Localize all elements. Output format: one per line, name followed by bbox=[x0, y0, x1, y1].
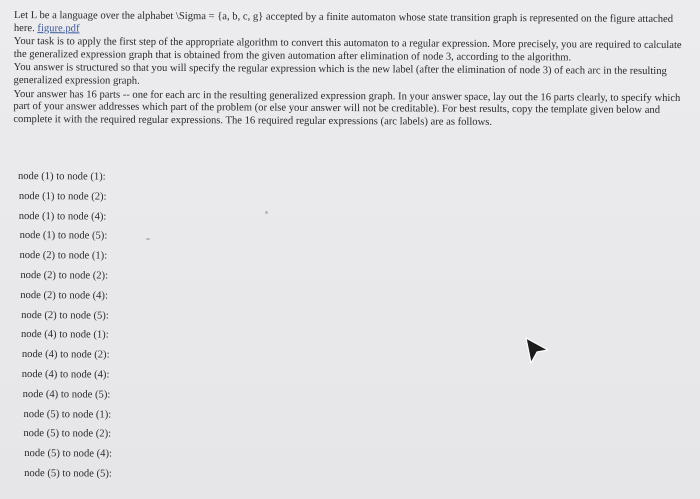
template-line: node (4) to node (4): bbox=[21, 368, 110, 381]
template-line: node (5) to node (1): bbox=[23, 408, 112, 421]
template-line: node (5) to node (5): bbox=[24, 467, 112, 480]
template-line: node (2) to node (4): bbox=[20, 289, 108, 302]
template-line: node (4) to node (5): bbox=[22, 388, 111, 401]
intro-text: Let L be a language over the alphabet \Sigma = {a, b, c, g} accepted by a finite automaton whose state transition graph is represented on the figure attached here. bbox=[13, 10, 674, 34]
template-line: node (4) to node (1): bbox=[20, 329, 109, 341]
question-task: Your task is to apply the first step of the appropriate algorithm to convert this automaton to a regular expression. More precisely, you are required to calculate the generalized expression graph that is obtained from the given automation after elimination of node 3, according to the algorithm. bbox=[13, 36, 682, 64]
template-line: node (1) to node (5): bbox=[19, 230, 108, 242]
template-line: node (4) to node (2): bbox=[21, 349, 110, 361]
screen-speck bbox=[265, 211, 268, 214]
template-line: node (1) to node (4): bbox=[18, 210, 107, 223]
template-line: node (5) to node (2): bbox=[23, 428, 112, 440]
arrow-pointer-icon bbox=[522, 335, 552, 365]
question-text bbox=[13, 10, 694, 131]
template-line: node (5) to node (4): bbox=[24, 448, 112, 460]
question-instructions: Your answer has 16 parts -- one for each arc in the resulting generalized expression graph. In your answer space, lay out the 16 parts clearly, to specify which part of your answer addresses which part of the problem (or else your answer will not be creditable). For best results, copy the template given below and complete it with the required regular expressions. The 16 required regular expressions (arc labels) are as follows. bbox=[13, 88, 681, 128]
answer-template-list bbox=[16, 171, 114, 488]
template-line: node (1) to node (2): bbox=[18, 190, 107, 203]
template-line: node (2) to node (5): bbox=[21, 309, 109, 322]
question-structure: You answer is structured so that you will specify the regular expression which is the new label (after the elimination of node 3) of each arc in the resulting generalized expression graph. bbox=[13, 62, 667, 87]
screen-speck bbox=[146, 238, 150, 240]
template-line: node (2) to node (1): bbox=[19, 250, 108, 262]
template-line: node (1) to node (1): bbox=[17, 171, 106, 183]
template-line: node (2) to node (2): bbox=[20, 270, 109, 282]
figure-link[interactable]: figure.pdf bbox=[37, 22, 80, 34]
question-intro bbox=[14, 10, 694, 39]
